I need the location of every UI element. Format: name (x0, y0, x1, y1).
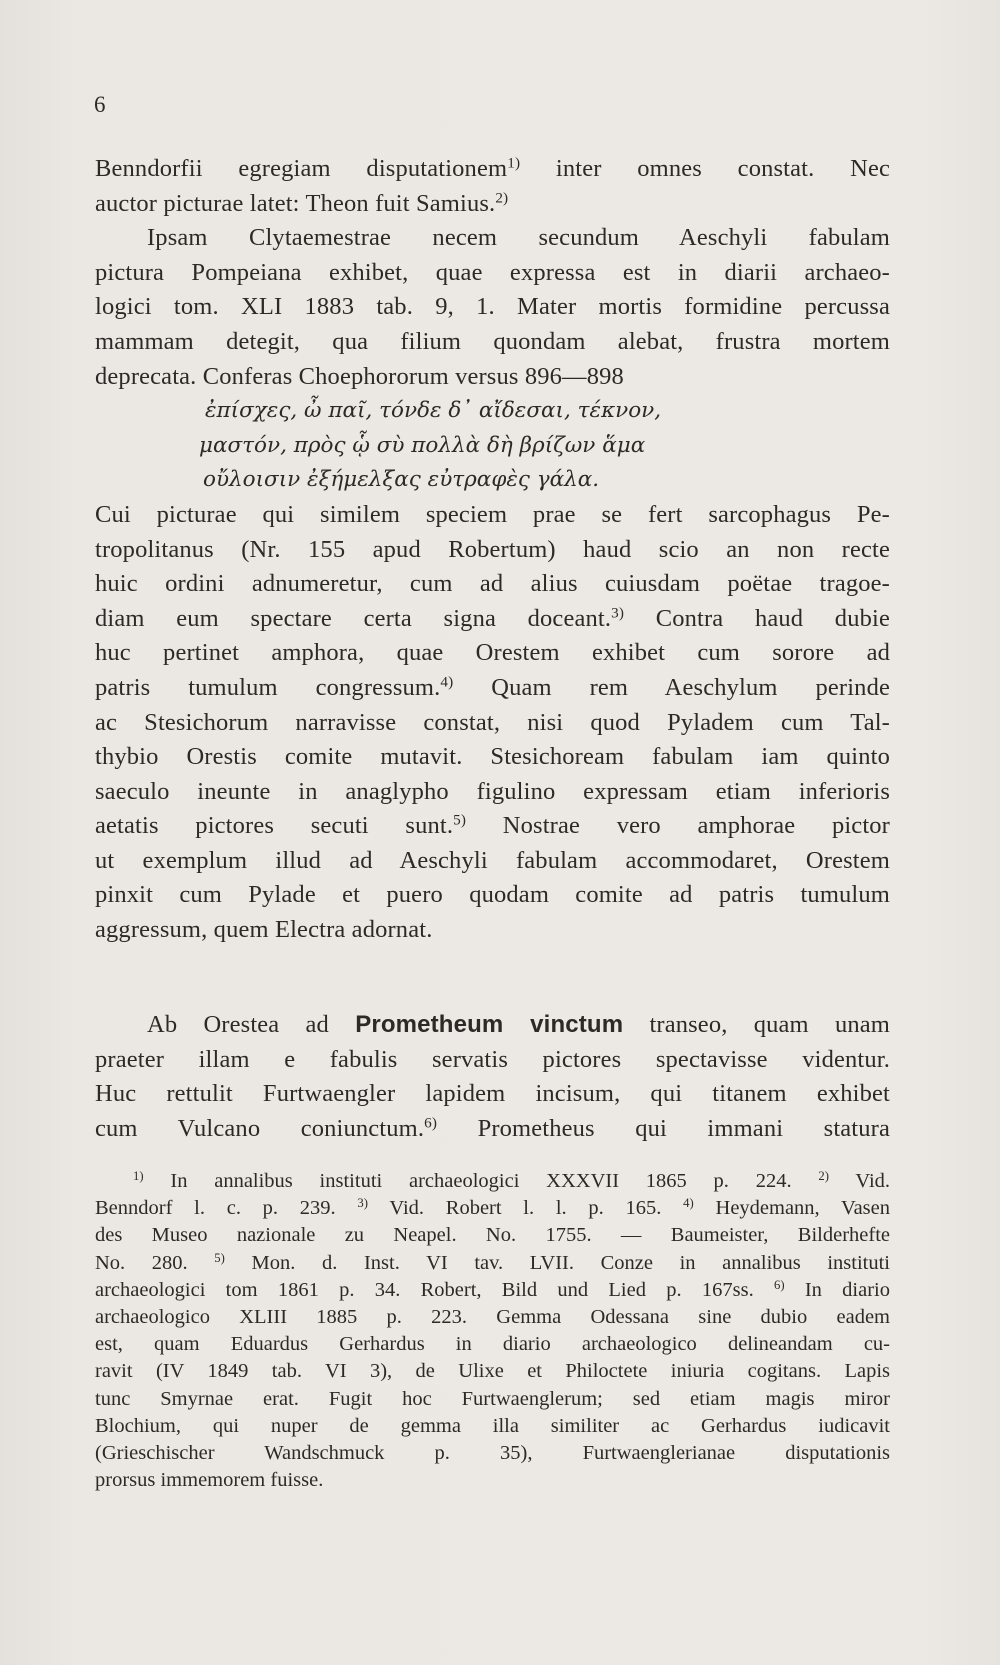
text-line: mammam detegit, qua filium quondam alebat, frustra mortem (95, 327, 890, 355)
main-text (95, 152, 890, 948)
footnote-line: archaeologico XLIII 1885 p. 223. Gemma Odessana sine dubio eadem (95, 1305, 890, 1328)
footnote-ref: 6) (424, 1114, 438, 1132)
text-line: patris tumulum congressum.$^{4)}$ Quam rem Aeschylum perinde (95, 673, 890, 701)
text-line: huic ordini adnumeretur, cum ad alius cuiusdam poëtae tragoe- (95, 570, 890, 598)
footnote-ref: 4) (440, 673, 454, 691)
footnote-line: Blochium, qui nuper de gemma illa similiter ac Gerhardus iudicavit (95, 1414, 890, 1437)
footnote-line: No. 280. $^{5)}$ Mon. d. Inst. VI tav. LVII. Conze in annalibus instituti (95, 1250, 891, 1274)
footnote-line: est, quam Eduardus Gerhardus in diario archaeologico delineandam cu- (95, 1333, 890, 1356)
footnote-line: ravit (IV 1849 tab. VI 3), de Ulixe et Philoctete iniuria cogitans. Lapis (95, 1360, 890, 1383)
footnote-ref: 1) (507, 154, 521, 172)
footnote-ref: 5) (453, 811, 467, 829)
text-line: praeter illam e fabulis servatis pictores spectavisse videntur. (95, 1045, 890, 1073)
greek-verse: μαστόν, πρὸς ᾧ σὺ πολλὰ δὴ βρίζων ἅμα (199, 432, 646, 458)
text-line: Ipsam Clytaemestrae necem secundum Aeschyli fabulam (147, 224, 890, 252)
text-line: aggressum, quem Electra adornat. (95, 916, 433, 944)
text-line: saeculo ineunte in anaglypho figulino expressam etiam inferioris (95, 777, 890, 805)
text-line: diam eum spectare certa signa doceant.$^{3)}$ Contra haud dubie (95, 604, 890, 632)
text-line: Cui picturae qui similem speciem prae se fert sarcophagus Pe- (95, 500, 890, 528)
text-line: pictura Pompeiana exhibet, quae expressa est in diarii archaeo- (95, 258, 890, 286)
text-line: logici tom. XLI 1883 tab. 9, 1. Mater mortis formidine percussa (95, 293, 890, 321)
footnote-line: prorsus immemorem fuisse. (95, 1469, 324, 1492)
work-title: Prometheum vinctum (355, 1011, 624, 1038)
footnote-line: (Grieschischer Wandschmuck p. 35), Furtwaenglerianae disputationis (95, 1441, 890, 1464)
text-line: auctor picturae latet: Theon fuit Samius.$^{2)}$ (95, 189, 509, 217)
footnote-line: Benndorf l. c. p. 239. $^{3)}$ Vid. Robert l. l. p. 165. $^{4)}$ Heydemann, Vasen (95, 1196, 891, 1220)
greek-verse: ἐπίσχες, ὦ παῖ, τόνδε δ᾽ αἴδεσαι, τέκνον, (205, 398, 662, 424)
main-text-section-2 (95, 1008, 890, 1146)
text-line: Huc rettulit Furtwaengler lapidem incisum, qui titanem exhibet (95, 1080, 890, 1108)
text-line: cum Vulcano coniunctum.$^{6)}$ Prometheus qui immani statura (95, 1114, 890, 1142)
text-line: ut exemplum illud ad Aeschyli fabulam accommodaret, Orestem (95, 846, 890, 874)
text-line: Benndorfii egregiam disputationem$^{1)}$ inter omnes constat. Nec (95, 154, 890, 182)
footnote-line: $^{1)}$ In annalibus instituti archaeologici XXXVII 1865 p. 224. $^{2)}$ Vid. (133, 1169, 891, 1192)
text-line: deprecata. Conferas Choephororum versus 896—898 (95, 362, 624, 390)
text-line: tropolitanus (Nr. 155 apud Robertum) haud scio an non recte (95, 535, 890, 563)
footnote-ref: 3) (611, 604, 625, 622)
text-line: ac Stesichorum narravisse constat, nisi quod Pyladem cum Tal- (95, 708, 890, 736)
footnote-line: des Museo nazionale zu Neapel. No. 1755. — Baumeister, Bilderhefte (95, 1224, 890, 1247)
text-line: thybio Orestis comite mutavit. Stesichoream fabulam iam quinto (95, 743, 890, 771)
text-line: Ab Orestea ad Prometheum vinctum transeo, quam unam (147, 1011, 890, 1038)
footnote-line: tunc Smyrnae erat. Fugit hoc Furtwaenglerum; sed etiam magis miror (95, 1387, 890, 1410)
text-line: pinxit cum Pylade et puero quodam comite ad patris tumulum (95, 881, 890, 909)
text-line: huc pertinet amphora, quae Orestem exhibet cum sorore ad (95, 639, 890, 667)
greek-verse: οὔλοισιν ἐξήμελξας εὐτραφὲς γάλα. (203, 467, 600, 493)
text-line: aetatis pictores secuti sunt.$^{5)}$ Nostrae vero amphorae pictor (95, 811, 890, 840)
footnote-ref: 2) (495, 189, 509, 207)
page-number: 6 (94, 92, 106, 117)
footnotes (95, 1168, 890, 1494)
footnote-line: archaeologici tom 1861 p. 34. Robert, Bild und Lied p. 167ss. $^{6)}$ In diario (95, 1277, 890, 1301)
